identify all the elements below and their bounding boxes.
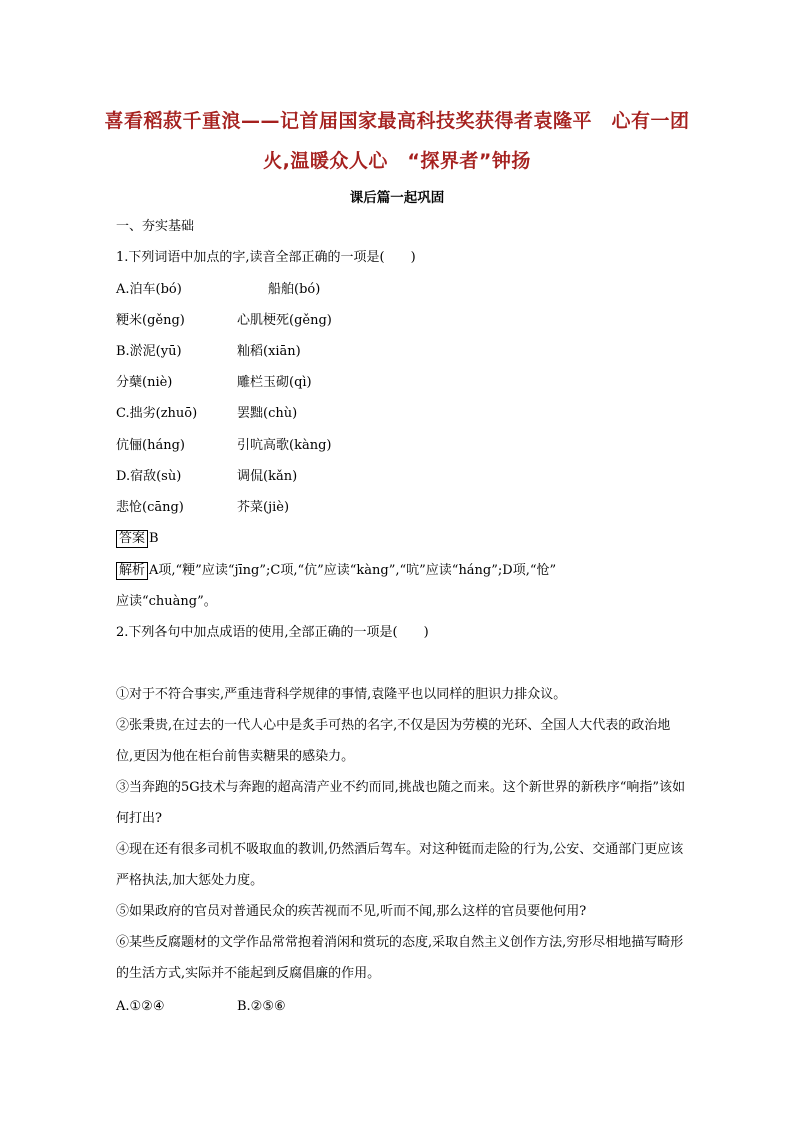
option-b-left: B.淤泥(yū)	[116, 344, 182, 359]
option-c-right-2: 引吭高歌(kàng)	[237, 438, 332, 453]
analysis-row	[116, 562, 556, 580]
option-d-left-2: 悲怆(cāng)	[116, 500, 184, 515]
document-title-line-1: 喜看稻菽千重浪——记首届国家最高科技奖获得者袁隆平 心有一团	[104, 110, 690, 132]
answer-option-b: B.②⑤⑥	[237, 999, 286, 1014]
answer-value: B	[149, 531, 159, 546]
sentence-3: ③当奔跑的5G技术与奔跑的超高清产业不约而同,挑战也随之而来。这个新世界的新秩序“响指”该如何打出?	[116, 780, 686, 826]
sentence-1: ①对于不符合事实,严重违背科学规律的事情,袁隆平也以同样的胆识力排众议。	[116, 687, 567, 702]
option-a-row-1	[116, 281, 182, 299]
section-heading: 一、夯实基础	[116, 219, 195, 234]
option-b-right: 籼稻(xiān)	[237, 344, 301, 359]
document-title-line-2: 火,温暖众人心 “探界者”钟扬	[263, 150, 531, 172]
question-2-stem: 2.下列各句中加点成语的使用,全部正确的一项是( )	[116, 625, 429, 640]
option-d-right: 调侃(kǎn)	[237, 469, 298, 484]
analysis-text-2: 应读“chuàng”。	[116, 594, 217, 609]
option-d-left: D.宿敌(sù)	[116, 469, 182, 484]
option-b-left-2: 分蘖(niè)	[116, 375, 173, 390]
option-a-right: 船舶(bó)	[268, 282, 321, 297]
option-d-right-2: 芥菜(jiè)	[237, 500, 290, 515]
option-c-left: C.拙劣(zhuō)	[116, 406, 198, 421]
option-a-left-2: 粳米(gěng)	[116, 313, 185, 328]
analysis-text-1: A项,“粳”应读“jīng”;C项,“伉”应读“kàng”,“吭”应读“háng”;D项,“怆”	[149, 563, 557, 578]
analysis-label: 解析	[116, 562, 148, 580]
sentence-4: ④现在还有很多司机不吸取血的教训,仍然酒后驾车。对这种铤而走险的行为,公安、交通部门更应该严格执法,加大惩处力度。	[116, 842, 684, 888]
sentence-6: ⑥某些反腐题材的文学作品常常抱着消闲和赏玩的态度,采取自然主义创作方法,穷形尽相地描写畸形的生活方式,实际并不能起到反腐倡廉的作用。	[116, 935, 684, 981]
option-c-right: 罢黜(chù)	[237, 406, 298, 421]
option-a-right-2: 心肌梗死(gěng)	[237, 313, 332, 328]
option-b-right-2: 雕栏玉砌(qì)	[237, 375, 312, 390]
answer-label: 答案	[116, 530, 148, 548]
question-1-stem: 1.下列词语中加点的字,读音全部正确的一项是( )	[116, 250, 416, 265]
document-subtitle: 课后篇一起巩固	[349, 190, 445, 206]
option-a-left: A.泊车(bó)	[116, 282, 182, 297]
sentence-2: ②张秉贵,在过去的一代人心中是炙手可热的名字,不仅是因为劳模的光环、全国人大代表的政治地位,更因为他在柜台前售卖糖果的感染力。	[116, 718, 671, 764]
option-c-left-2: 伉俪(háng)	[116, 438, 185, 453]
sentence-5: ⑤如果政府的官员对普通民众的疾苦视而不见,听而不闻,那么这样的官员要他何用?	[116, 904, 587, 919]
answer-row	[116, 530, 159, 548]
answer-option-a: A.①②④	[116, 999, 165, 1014]
